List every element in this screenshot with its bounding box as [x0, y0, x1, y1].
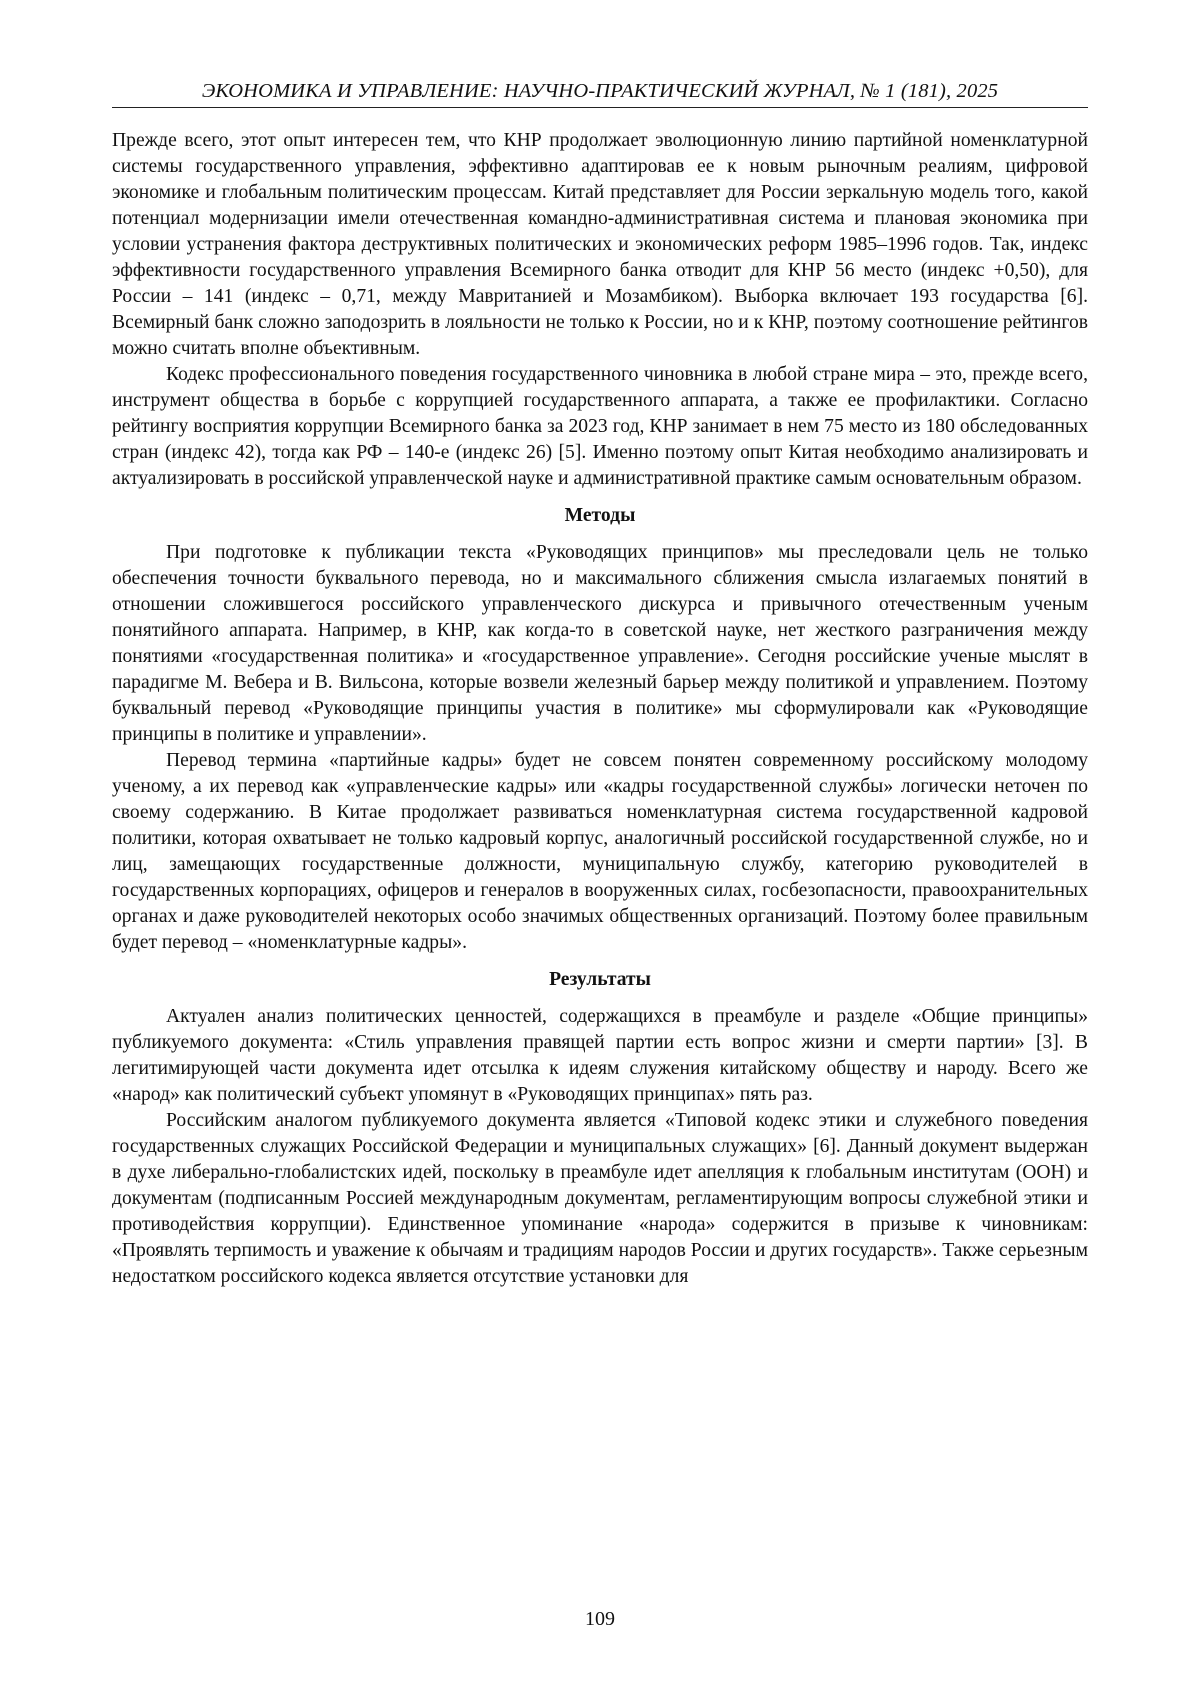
paragraph-intro-1: Прежде всего, этот опыт интересен тем, что КНР продолжает эволюционную линию партийной номенклатурной системы государственного управления, эффективно адаптировав ее к новым рыночным реалиям, цифровой экономике и глобальным политическим процессам. Китай представляет для России зеркальную модель того, какой потенциал модернизации имели отечественная командно-административная система и плановая экономика при условии устранения фактора деструктивных политических и экономических реформ 1985–1996 годов. Так, индекс эффективности государственного управления Всемирного банка отводит для КНР 56 место (индекс +0,50), для России – 141 (индекс – 0,71, между Мавританией и Мозамбиком). Выборка включает 193 государства [6]. Всемирный банк сложно заподозрить в лояльности не только к России, но и к КНР, поэтому соотношение рейтингов можно считать вполне объективным. [112, 128, 1088, 362]
paragraph-methods-2: Перевод термина «партийные кадры» будет не совсем понятен современному российскому молодому ученому, а их перевод как «управленческие кадры» или «кадры государственной службы» логически неточен по своему содержанию. В Китае продолжает развиваться номенклатурная система государственной кадровой политики, которая охватывает не только кадровый корпус, аналогичный российской государственной службе, но и лиц, замещающих государственные должности, муниципальную службу, категорию руководителей в государственных корпорациях, офицеров и генералов в вооруженных силах, госбезопасности, правоохранительных органах и даже руководителей некоторых особо значимых общественных организаций. Поэтому более правильным будет перевод – «номенклатурные кадры». [112, 748, 1088, 956]
paragraph-intro-2: Кодекс профессионального поведения государственного чиновника в любой стране мира – это, прежде всего, инструмент общества в борьбе с коррупцией государственного аппарата, а также ее профилактики. Согласно рейтингу восприятия коррупции Всемирного банка за 2023 год, КНР занимает в нем 75 место из 180 обследованных стран (индекс 42), тогда как РФ – 140-е (индекс 26) [5]. Именно поэтому опыт Китая необходимо анализировать и актуализировать в российской управленческой науке и административной практике самым основательным образом. [112, 362, 1088, 492]
paragraph-methods-1: При подготовке к публикации текста «Руководящих принципов» мы преследовали цель не только обеспечения точности буквального перевода, но и максимального сближения смысла излагаемых понятий в отношении сложившегося российского управленческого дискурса и привычного отечественным ученым понятийного аппарата. Например, в КНР, как когда-то в советской науке, нет жесткого разграничения между понятиями «государственная политика» и «государственное управление». Сегодня российские ученые мыслят в парадигме М. Вебера и В. Вильсона, которые возвели железный барьер между политикой и управлением. Поэтому буквальный перевод «Руководящие принципы участия в политике» мы сформулировали как «Руководящие принципы в политике и управлении». [112, 540, 1088, 748]
section-heading-results: Результаты [112, 967, 1088, 993]
journal-page [112, 78, 1088, 1290]
page-number: 109 [0, 1606, 1200, 1632]
running-header: ЭКОНОМИКА И УПРАВЛЕНИЕ: НАУЧНО-ПРАКТИЧЕСКИЙ ЖУРНАЛ, № 1 (181), 2025 [112, 78, 1088, 108]
article-body [112, 128, 1088, 1290]
section-heading-methods: Методы [112, 503, 1088, 529]
paragraph-results-1: Актуален анализ политических ценностей, содержащихся в преамбуле и разделе «Общие принципы» публикуемого документа: «Стиль управления правящей партии есть вопрос жизни и смерти партии» [3]. В легитимирующей части документа идет отсылка к идеям служения китайскому обществу и народу. Всего же «народ» как политический субъект упомянут в «Руководящих принципах» пять раз. [112, 1004, 1088, 1108]
paragraph-results-2: Российским аналогом публикуемого документа является «Типовой кодекс этики и служебного поведения государственных служащих Российской Федерации и муниципальных служащих» [6]. Данный документ выдержан в духе либерально-глобалистских идей, поскольку в преамбуле идет апелляция к глобальным институтам (ООН) и документам (подписанным Россией международным документам, регламентирующим вопросы служебной этики и противодействия коррупции). Единственное упоминание «народа» содержится в призыве к чиновникам: «Проявлять терпимость и уважение к обычаям и традициям народов России и других государств». Также серьезным недостатком российского кодекса является отсутствие установки для [112, 1108, 1088, 1290]
